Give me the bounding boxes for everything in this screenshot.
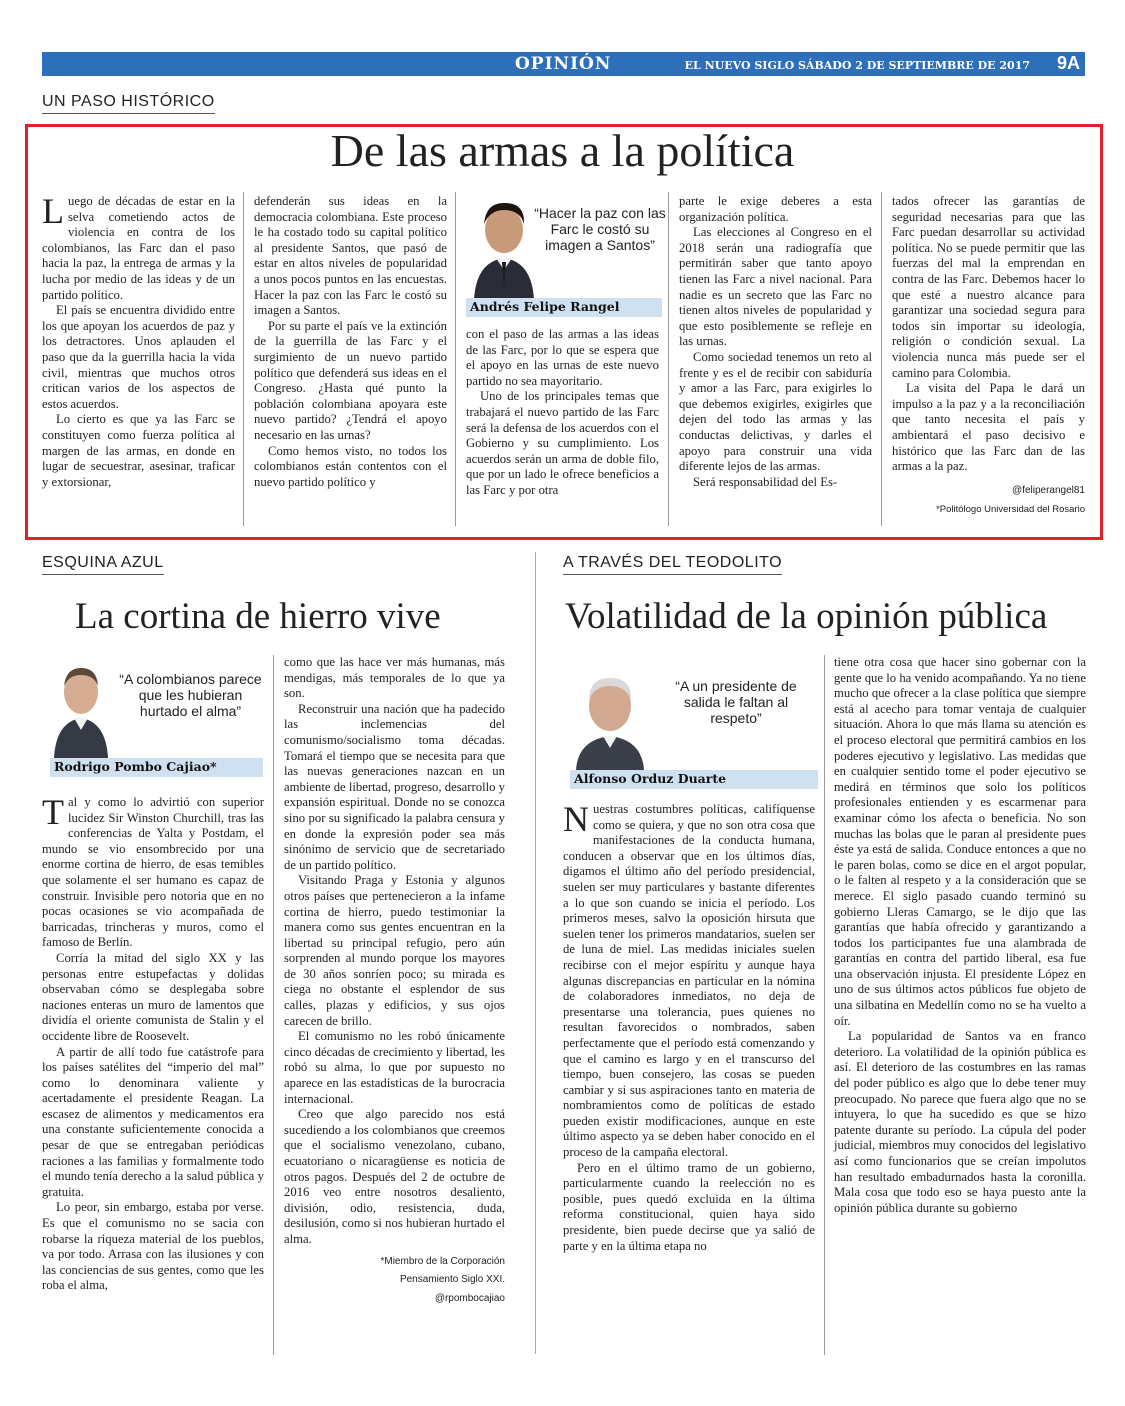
article1-col5 [892, 194, 1085, 518]
article3-kicker: A TRAVÉS DEL TEODOLITO [563, 554, 782, 575]
article-separator [535, 552, 536, 1354]
author-photo-orduz [572, 670, 648, 770]
article3-title: Volatilidad de la opinión pública [565, 596, 1048, 637]
section-name: OPINIÓN [515, 54, 612, 74]
article2-col1 [42, 792, 264, 1294]
article1-paragraph: Será responsabilidad del Es- [693, 474, 838, 489]
article3-paragraph: Pero en el último tramo de un gobierno, particularmente cuando la reelección no es posible, pues quedó excluida en la última reforma constitucional, quien haya sido presidente, bien puede decirse que ya salió de parte y en la última etapa no [563, 1160, 815, 1253]
article1-paragraph: El país se encuentra dividido entre los que apoyan los acuerdos de paz y los detractores. Unos aplauden el paso que da la guerrilla hacia la vida civil, mientras que muchos otros critican varios de los aspectos de estos acuerdos. [42, 303, 235, 411]
article2-paragraph: como que las hace ver más humanas, más mendigas, más temporales de lo que ya son. [284, 655, 505, 701]
article2-paragraph: Lo peor, sin embargo, estaba por verse. Es que el comunismo no se sacia con robarse la riqueza material de los pueblos, va por todo. Arrasa con las ilusiones y con las conciencias de sus gentes, como que les roba el alma, [42, 1200, 264, 1293]
article3-paragraph: tiene otra cosa que hacer sino gobernar con la gente que lo ha venido acompañando. Ya no tiene mucho que ofrecer a la clase política que siempre está al acecho para tomar ventaja de cualquier situación. Ahora lo que más llama su atención es el proceso electoral que permitirá cambios en los poderes ejecutivo y legislativo. Las medidas que en cualquier sentido tome el poder ejecutivo se medirá en términos que solo los políticos profesionales entienden y es escarmenar para examinar cómo los afecta o beneficia. No son muchas las bolas que le paran al presidente pues éste ya está de salida. Conduce entonces a que no le paren bolas, como se dice en el argot popular, o le falten al respeto y a la consideración que se merece. El siglo pasado cuando terminó su gobierno Lleras Camargo, se le dijo que las garantías que había ofrecido y garantizando a todos los participantes fue una alambrada de garantías en contra del partido liberal, esa fue una observación injusta. El presidente López en uno de sus últimos actos públicos fue objeto de una silbatina en Medellín como no se ha vuelto a oír. [834, 655, 1086, 1028]
article1-author: Andrés Felipe Rangel [466, 298, 662, 317]
article2-paragraph: Visitando Praga y Estonia y algunos otros países que pertenecieron a la infame cortina de hierro, puedo testimoniar la manera como sus gentes encuentran en la libertad su principal refugio, pero aún sorprenden al mundo porque los mayores de 30 años sonríen poco; su mirada es ciega no obstante el esplendor de sus calles, plazas y edificios, y sus ojos carecen de brillo. [284, 873, 505, 1028]
column-divider [243, 192, 244, 526]
article1-paragraph: Lo cierto es que ya las Farc se constituyen como fuerza política al margen de las armas, en donde en lugar de secuestrar, asesinar, traficar y extorsionar, [42, 412, 235, 489]
masthead-date: EL NUEVO SIGLO SÁBADO 2 DE SEPTIEMBRE DE 2017 [684, 59, 1030, 72]
article3-col1 [563, 799, 815, 1254]
article2-paragraph: Corría la mitad del siglo XX y las personas entre estupefactas y dolidas observaban cómo se desplegaba sobre naciones enteras un muro de lamentos que dividía el oriente comunista de Stalin y el occidente libre de Roosevelt. [42, 950, 264, 1043]
column-divider [824, 655, 825, 1355]
article1-paragraph: tados ofrecer las garantías de seguridad necesarias para que las Farc puedan desarrollar su actividad política. No se puede permitir que las fuerzas del mal la emprendan en contra de las Farc. Debemos hacer lo que esté a nuestro alcance para garantizar una sociedad segura para todos sin importar su ideología, religión o condición sexual. La violencia nunca más puede ser el camino para Colombia. [892, 194, 1085, 380]
article2-dropcap: T [42, 792, 64, 832]
article2-paragraph: al y como lo advirtió con superior lucidez Sir Winston Churchill, tras las conferencias de Yalta y Postdam, el mundo se vio ensombrecido por una enorme cortina de hierro, de esas temibles que solamente el ser humano es capaz de construir. Invisible pero notoria que en no pocas ocasiones se vio acompañada de barricadas, trincheras y muros, como el famoso de Berlín. [42, 795, 264, 950]
article3-author: Alfonso Orduz Duarte [570, 770, 818, 789]
article1-paragraph: defenderán sus ideas en la democracia colombiana. Este proceso le ha costado todo su capital político al presidente Santos, que pasó de estar en altos niveles de popularidad a unos pocos puntos en las encuestas. Hacer la paz con las Farc le costó su imagen a Santos. [254, 194, 447, 318]
article2-pull-quote: “A colombianos parece que les hubieran hurtado el alma” [119, 671, 262, 719]
column-divider [881, 192, 882, 526]
article3-col2 [834, 655, 1086, 1216]
article3-paragraph: uestras costumbres políticas, califíquense como se quiera, y que no son otra cosa que manifestaciones de la conducta humana, conducen a observar que en los últimos días, digamos el último año del período presidencial, suelen ser muy particulares y bastante diferentes a lo que son cuando se inicia el período. Los primeros meses, salvo la oposición hirsuta que suelen tener los primeros mandatarios, suelen ser de luna de miel. Las medidas iniciales suelen recibirse con el mejor espíritu y aunque haya algunas discrepancias en particular en la nómina de colaboradores inmediatos, no deja de presentarse una tolerancia, pues quienes no resultan favorecidos o nombrados, saben perfectamente que el período está comenzando y que el camino es largo y en el transcurso del tiempo, buen consejero, las cosas se pueden cambiar y si sus aspiraciones tanto en materia de nombramientos como de políticas de estado pueden existir modificaciones, aunque en este último aspecto ya se deben haber conocido en el proceso de la campaña electoral. [563, 802, 815, 1160]
article1-paragraph: uego de décadas de estar en la selva cometiendo actos de violencia en contra de los colombianos, las Farc dan el paso hacia la paz, la entrega de armas y la lucha por medio de las ideas y de un partido político. [42, 194, 235, 302]
article3-pull-quote: “A un presidente de salida le faltan al respeto” [675, 678, 797, 726]
article2-author: Rodrigo Pombo Cajiao* [50, 758, 263, 777]
article1-author-bio: *Politólogo Universidad del Rosario [936, 504, 1085, 516]
article2-title: La cortina de hierro vive [75, 596, 441, 637]
article2-author-bio: *Miembro de la Corporación [380, 1255, 505, 1267]
article1-paragraph: Uno de los principales temas que trabajará el nuevo partido de las Farc será la defensa de los acuerdos con el Gobierno y su cumplimiento. Los acuerdos serán un arma de doble filo, que por un lado le ofrece beneficios a las Farc y por otra [466, 389, 659, 497]
article2-twitter-handle: @rpombocajiao [434, 1292, 505, 1304]
article2-paragraph: Reconstruir una nación que ha padecido las inclemencias del comunismo/socialismo toma décadas. Tomará el tiempo que se necesita para que las nuevas generaciones nazcan en un ambiente de libertad, progreso, desarrollo y expansión espiritual. Donde no se conozca sino por su significado la palabra censura y en donde la expresión poder sea más sinónimo de servicio que de secretariado de un partido político. [284, 701, 505, 872]
article2-kicker: ESQUINA AZUL [42, 554, 164, 575]
article3-dropcap: N [563, 799, 589, 839]
article2-paragraph: A partir de allí todo fue catástrofe para los países satélites del “imperio del mal” como lo denominara valiente y acertadamente el presidente Reagan. La escasez de alimentos y medicamentos era una constante suficientemente conocida a pesar de que se entregaban periódicas raciones a las familias y formalmente todo el mundo tenía derecho a la salud pública y gratuita. [42, 1044, 264, 1199]
page-number: 9A [1057, 53, 1081, 73]
article1-dropcap: L [42, 191, 64, 231]
article2-col2 [284, 655, 505, 1306]
article1-paragraph: La visita del Papa le dará un impulso a la paz y a la reconciliación que tanto necesita el país y ambientará el paso decisivo e histórico que las Farc dan de las armas a la paz. [892, 381, 1085, 474]
column-divider [273, 655, 274, 1355]
article1-pull-quote: “Hacer la paz con las Farc le costó su imagen a Santos” [534, 205, 666, 253]
article1-paragraph: Las elecciones al Congreso en el 2018 serán una radiografía que permitirán saber que tanto apoyo tienen las Farc a nivel nacional. Para nadie es un secreto que las Farc no tienen altos niveles de popularidad y que esto posiblemente se refleje en las urnas. [679, 225, 872, 349]
article1-col1 [42, 191, 235, 490]
article1-twitter-handle: @feliperangel81 [1012, 484, 1085, 496]
article1-kicker: UN PASO HISTÓRICO [42, 93, 215, 114]
article1-col2 [254, 194, 447, 490]
article1-paragraph: Como hemos visto, no todos los colombianos están contentos con el nuevo partido político y [254, 443, 447, 489]
article1-col3 [466, 327, 659, 499]
article1-paragraph: con el paso de las armas a las ideas de las Farc, por lo que se espera que el apoyo en las urnas de este nuevo partido no sea mayoritario. [466, 327, 659, 388]
article1-col4 [679, 194, 872, 490]
article2-paragraph: El comunismo no les robó únicamente cinco décadas de crecimiento y libertad, les robó su alma, lo que por supuesto no aparece en las estadísticas de la burocracia internacional. [284, 1029, 505, 1106]
article3-paragraph: La popularidad de Santos va en franco deterioro. La volatilidad de la opinión pública es así. El deterioro de las costumbres en las ramas del poder público es algo que lo debe tener muy preocupado. No parece que fuera algo que no se intuyera, lo que ha sucedido es que se hizo patente durante su período. La cúpula del poder judicial, miembros muy conocidos del legislativo así como funcionarios que se creían impolutos han resultado embadurnados hasta la coronilla. Mala cosa que todo eso se haya puesto ante la opinión pública durante su gobierno [834, 1029, 1086, 1215]
article1-paragraph: Como sociedad tenemos un reto al frente y es el de recibir con sabiduría y amor a las Farc, para exigirles lo que debemos exigirles, exigirles que dejen del todo las armas y las conductas delictivas, y darles el apoyo para construir una vida diferente lejos de las armas. [679, 349, 872, 474]
article2-author-bio: Pensamiento Siglo XXI. [399, 1274, 505, 1286]
author-photo-pombo [52, 660, 110, 758]
article1-paragraph: parte le exige deberes a esta organización política. [679, 194, 872, 224]
article1-paragraph: Por su parte el país ve la extinción de la guerrilla de las Farc y el surgimiento de un nuevo partido político que defenderá sus ideas en el Congreso. ¿Hasta qué punto la población colombiana apoyara este nuevo partido? ¿Tendrá el apoyo necesario en las urnas? [254, 318, 447, 442]
author-photo-rangel [468, 196, 538, 300]
article1-title: De las armas a la política [330, 125, 795, 176]
article2-paragraph: Creo que algo parecido nos está sucediendo a los colombianos que creemos que el socialismo venezolano, cubano, ecuatoriano o nicaragüense es noticia de otros pagos. Después del 2 de octubre de 2016 veo entre nosotros desaliento, división, odio, resistencia, duda, desilusión, como si nos hubieran hurtado el alma. [284, 1107, 505, 1246]
column-divider [668, 192, 669, 526]
column-divider [455, 192, 456, 526]
